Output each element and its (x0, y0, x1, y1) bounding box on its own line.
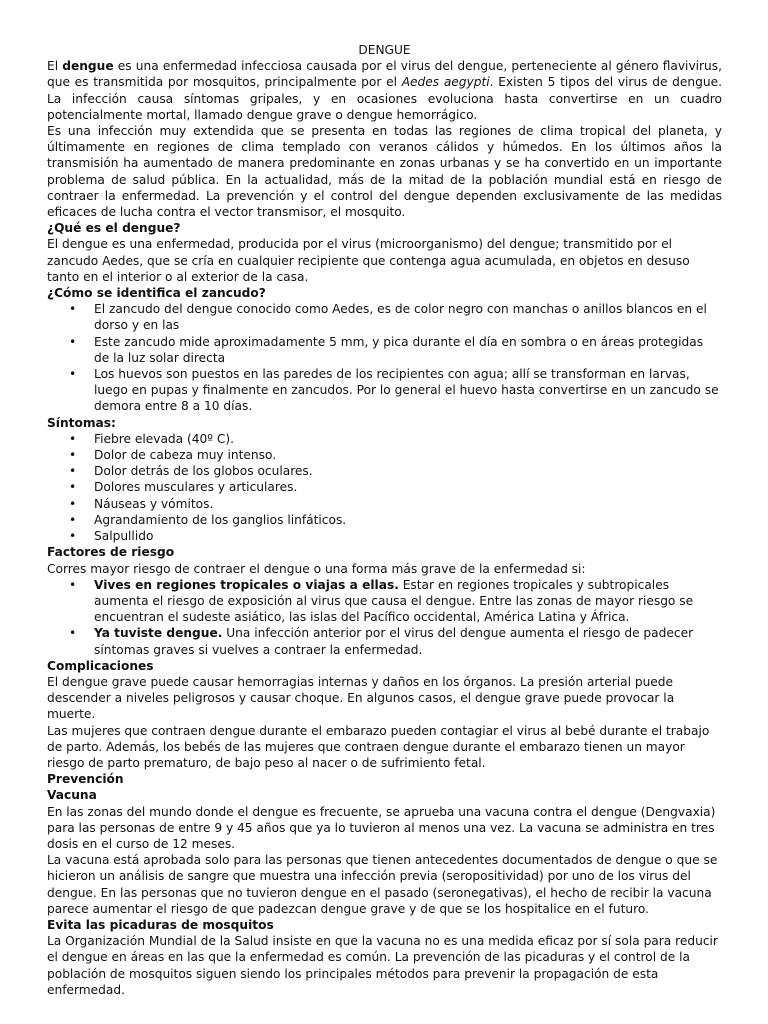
factores-intro: Corres mayor riesgo de contraer el dengue o una forma más grave de la enfermedad si: (47, 561, 586, 576)
identifica-list (47, 301, 722, 414)
list-item: • Dolor detrás de los globos oculares. (94, 463, 722, 479)
list-item: • Dolores musculares y articulares. (94, 479, 722, 495)
complicaciones-heading: Complicaciones (47, 658, 154, 673)
document-title: DENGUE (358, 43, 411, 57)
list-item: • Fiebre elevada (40º C). (94, 431, 722, 447)
vacuna-paragraph-2: La vacuna está aprobada solo para las personas que tienen antecedentes documentados de dengue o que se hicieron un análisis de sangre que muestra una infección previa (seropositividad) por uno de los virus del dengue. En las personas que no tuvieron dengue en el pasado (seronegativas), el hecho de recibir la vacuna parece aumentar el riesgo de que padezcan dengue grave y de que se los hospitalice en el futuro. (47, 853, 718, 916)
list-item: • El zancudo del dengue conocido como Aedes, es de color negro con manchas o anillos blancos en el dorso y en las (94, 301, 722, 333)
dengue-term: dengue (62, 59, 114, 74)
aedes-aegypti-term: Aedes aegypti (401, 75, 490, 90)
list-item: • Ya tuviste dengue. Una infección anterior por el virus del dengue aumenta el riesgo de padecer síntomas graves si vuelves a contraer la enfermedad. (94, 625, 722, 657)
vacuna-heading: Vacuna (47, 788, 97, 803)
vacuna-paragraph-1: En las zonas del mundo donde el dengue es frecuente, se aprueba una vacuna contra el dengue (Dengvaxia) para las personas de entre 9 y 45 años que ya lo tuvieron al menos una vez. La vacuna se administra en tres dosis en el curso de 12 meses. (47, 804, 716, 851)
que-es-paragraph: El dengue es una enfermedad, producida por el virus (microorganismo) del dengue; transmitido por el zancudo Aedes, que se cría en cualquier recipiente que contenga agua acumulada, en objetos en desuso tanto en el interior o al exterior de la casa. (47, 237, 690, 284)
list-item: • Dolor de cabeza muy intenso. (94, 447, 722, 463)
sintomas-heading: Síntomas: (47, 415, 116, 430)
factores-heading: Factores de riesgo (47, 545, 175, 560)
list-item: • Agrandamiento de los ganglios linfáticos. (94, 512, 722, 528)
que-es-heading: ¿Qué es el dengue? (47, 221, 181, 236)
list-item: • Este zancudo mide aproximadamente 5 mm, y pica durante el día en sombra o en áreas protegidas de la luz solar directa (94, 334, 722, 366)
intro-paragraph-1: El dengue es una enfermedad infecciosa causada por el virus del dengue, perteneciente al género flavivirus, que es transmitida por mosquitos, principalmente por el Aedes aegypti. Existen 5 tipos del virus de dengue. La infección causa síntomas gripales, y en ocasiones evoluciona hasta convertirse en un cuadro potencialmente mortal, llamado dengue grave o dengue hemorrágico. (47, 59, 723, 122)
picaduras-paragraph: La Organización Mundial de la Salud insiste en que la vacuna no es una medida eficaz por sí sola para reducir el dengue en áreas en las que la enfermedad es común. La prevención de las picaduras y el control de la población de mosquitos siguen siendo los principales métodos para prevenir la propagación de esta enfermedad. (47, 934, 718, 997)
list-item: • Vives en regiones tropicales o viajas a ellas. Estar en regiones tropicales y subtropicales aumenta el riesgo de exposición al virus que causa el dengue. Entre las zonas de mayor riesgo se encuentran el sudeste asiático, las islas del Pacífico occidental, América Latina y África. (94, 577, 722, 626)
list-item: • Salpullido (94, 528, 722, 544)
intro-paragraph-2: Es una infección muy extendida que se presenta en todas las regiones de clima tropical del planeta, y últimamente en regiones de clima templado con veranos cálidos y húmedos. En los últimos años la transmisión ha aumentado de manera predominante en zonas urbanas y se ha convertido en un importante problema de salud pública. En la actualidad, más de la mitad de la población mundial está en riesgo de contraer la enfermedad. La prevención y el control del dengue dependen exclusivamente de las medidas eficaces de lucha contra el vector transmisor, el mosquito. (47, 124, 722, 220)
complicaciones-paragraph-1: El dengue grave puede causar hemorragias internas y daños en los órganos. La presión arterial puede descender a niveles peligrosos y causar choque. En algunos casos, el dengue grave puede provocar la muerte. (47, 674, 675, 722)
picaduras-heading: Evita las picaduras de mosquitos (47, 917, 274, 932)
list-item: • Náuseas y vómitos. (94, 496, 722, 512)
prevencion-heading: Prevención (47, 772, 124, 787)
factores-list (47, 577, 722, 658)
sintomas-list (47, 431, 722, 544)
list-item: • Los huevos son puestos en las paredes de los recipientes con agua; allí se transforman en larvas, luego en pupas y finalmente en zancudos. Por lo general el huevo hasta convertirse en un zancudo se demora entre 8 a 10 días. (94, 366, 722, 415)
identifica-heading: ¿Cómo se identifica el zancudo? (47, 286, 266, 301)
complicaciones-paragraph-2: Las mujeres que contraen dengue durante el embarazo pueden contagiar el virus al bebé durante el trabajo de parto. Además, los bebés de las mujeres que contraen dengue durante el embarazo tienen un mayor riesgo de parto prematuro, de bajo peso al nacer o de sufrimiento fetal. (47, 723, 710, 770)
